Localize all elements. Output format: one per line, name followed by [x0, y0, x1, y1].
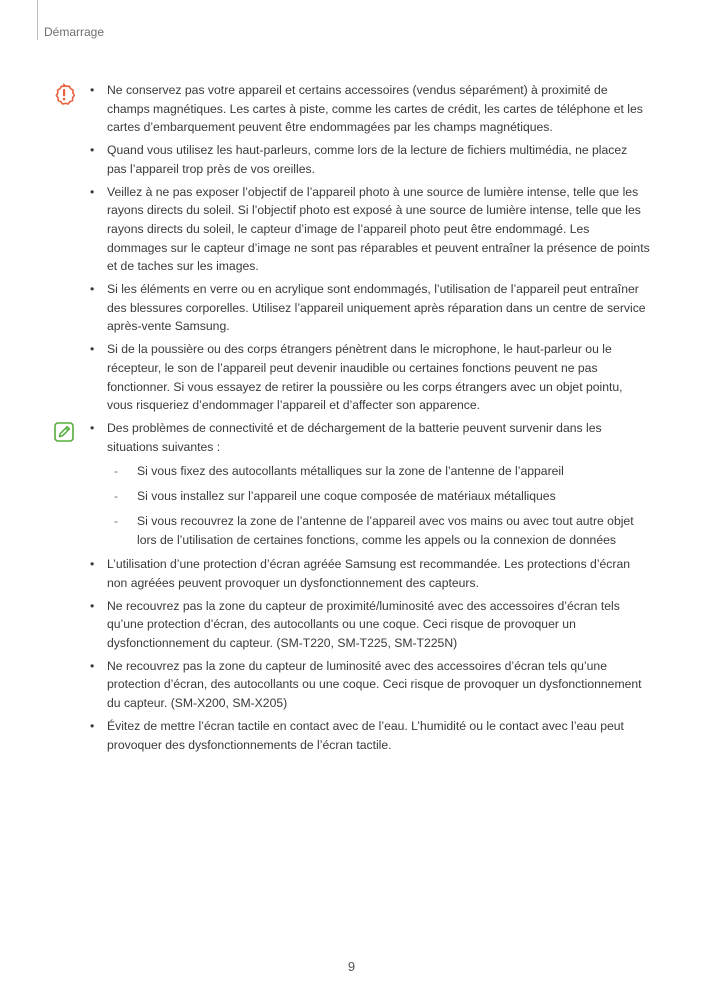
list-item	[90, 141, 650, 178]
bullet-text: Évitez de mettre l’écran tactile en contact avec de l’eau. L’humidité ou le contact avec l’eau peut provoquer des dysfonctionnements de l’écran tactile.	[107, 718, 624, 752]
list-item	[90, 81, 650, 137]
bullet-text: Des problèmes de connectivité et de déchargement de la batterie peuvent survenir dans les situations suivantes :	[107, 421, 602, 454]
list-item	[90, 419, 650, 549]
bullet-text: Ne conservez pas votre appareil et certains accessoires (vendus séparément) à proximité de champs magnétiques. Les cartes à piste, comme les cartes de crédit, les cartes de téléphone et les cartes d’embarquement peuvent être endommagées par les champs magnétiques.	[107, 83, 643, 135]
bullet-glyph: •	[90, 83, 95, 97]
note-list	[90, 419, 650, 758]
section-header: Démarrage	[44, 25, 105, 39]
margin-rule	[37, 0, 38, 40]
dash-glyph: -	[114, 513, 119, 528]
bullet-glyph: •	[90, 282, 95, 297]
dash-glyph: -	[114, 489, 119, 504]
list-item	[90, 717, 650, 754]
bullet-glyph: •	[90, 598, 95, 613]
sub-list-item	[107, 462, 650, 481]
bullet-glyph: •	[90, 421, 95, 435]
list-item	[90, 657, 650, 713]
list-item	[90, 340, 650, 415]
bullet-text: L’utilisation d’une protection d’écran agréée Samsung est recommandée. Les protections d’écran non agréées peuvent provoquer un dysfonctionnement des capteurs.	[107, 557, 631, 590]
bullet-text: Si les éléments en verre ou en acrylique sont endommagés, l’utilisation de l’appareil peut entraîner des blessures corporelles. Utilisez l’appareil uniquement après réparation dans un centre de service après-vente Samsung.	[107, 282, 646, 334]
bullet-glyph: •	[90, 342, 95, 357]
page-number: 9	[347, 959, 356, 974]
list-item	[90, 280, 650, 336]
sub-item-text: Si vous fixez des autocollants métalliques sur la zone de l’antenne de l’appareil	[137, 464, 564, 479]
sub-list	[107, 462, 650, 549]
list-item	[90, 555, 650, 592]
list-item	[90, 183, 650, 277]
sub-list-item	[107, 487, 650, 506]
bullet-text: Ne recouvrez pas la zone du capteur de proximité/luminosité avec des accessoires d’écran tels qu’une protection d’écran, des autocollants ou une coque. Ceci risque de provoquer un dysfonctionnement du capteur. (SM-T220, SM-T225, SM-T225N)	[107, 598, 620, 651]
bullet-glyph: •	[90, 658, 95, 673]
bullet-text: Veillez à ne pas exposer l’objectif de l’appareil photo à une source de lumière intense, telle que les rayons directs du soleil. Si l’objectif photo est exposé à une source de lumière intense, telle que les rayons directs du soleil, le capteur d’image de l’appareil photo peut être endommagé. Les dommages sur le capteur d’image ne sont pas réparables et peuvent entraîner la présence de points et de taches sur les images.	[107, 184, 650, 274]
sub-item-text: Si vous installez sur l’appareil une coque composée de matériaux métalliques	[137, 489, 556, 504]
bullet-glyph: •	[90, 184, 95, 199]
caution-list	[90, 81, 650, 419]
sub-list-item	[107, 512, 650, 549]
bullet-glyph: •	[90, 557, 95, 572]
bullet-text: Si de la poussière ou des corps étrangers pénètrent dans le microphone, le haut-parleur ou le récepteur, le son de l’appareil peut devenir inaudible ou certaines fonctions peuvent ne pas fonctionner. Si vous essayez de retirer la poussière ou les corps étrangers avec un objet pointu, vous risqueriez d’endommager l’appareil et d’affecter son apparence.	[107, 342, 623, 413]
bullet-text: Ne recouvrez pas la zone du capteur de luminosité avec des accessoires d’écran tels qu’une protection d’écran, des autocollants ou une coque. Ceci risque de provoquer un dysfonctionnement du capteur. (SM-X200, SM-X205)	[107, 658, 642, 711]
bullet-text: Quand vous utilisez les haut-parleurs, comme lors de la lecture de fichiers multimédia, ne placez pas l’appareil trop près de vos oreilles.	[107, 143, 628, 176]
bullet-glyph: •	[90, 143, 95, 158]
sub-item-text: Si vous recouvrez la zone de l’antenne de l’appareil avec vos mains ou avec tout autre objet lors de l’utilisation de certaines fonctions, comme les appels ou la connexion de données	[137, 513, 634, 547]
caution-icon	[53, 83, 75, 105]
dash-glyph: -	[114, 464, 119, 479]
note-icon	[53, 421, 75, 443]
list-item	[90, 597, 650, 653]
bullet-glyph: •	[90, 718, 95, 733]
